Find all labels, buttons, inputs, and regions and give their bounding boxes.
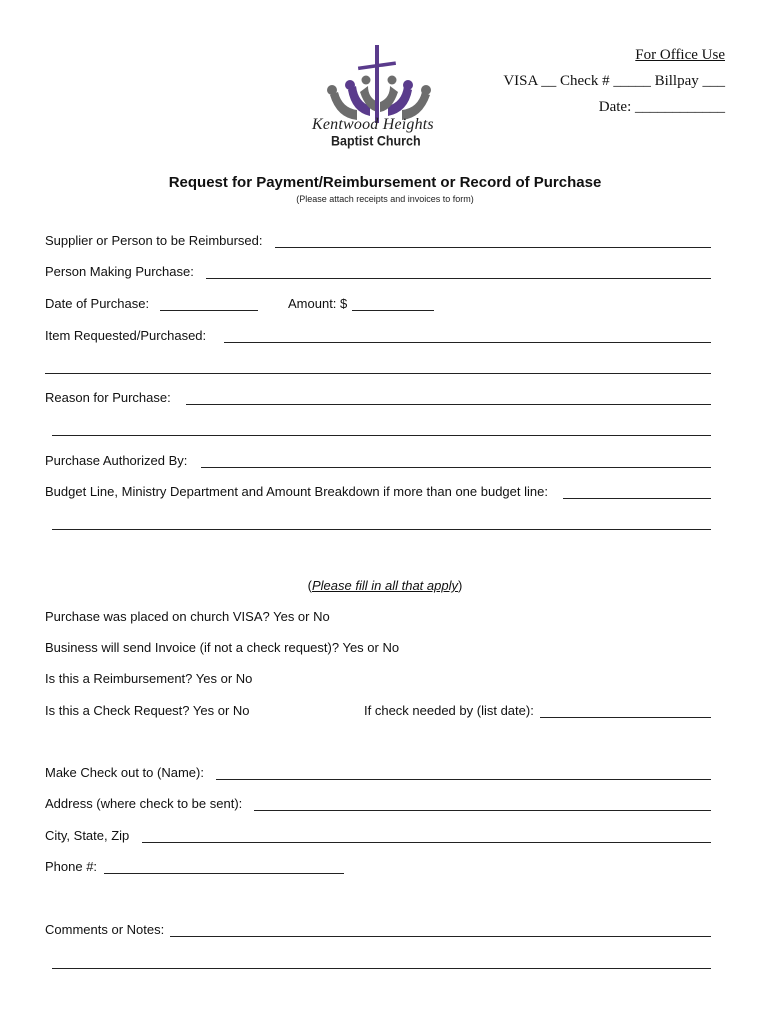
budget-line-field[interactable] — [563, 498, 711, 499]
authorized-by-label: Purchase Authorized By: — [45, 453, 188, 468]
item-requested-field[interactable] — [224, 342, 711, 343]
logo-church-name-bold: Baptist Church — [331, 133, 421, 149]
supplier-label: Supplier or Person to be Reimbursed: — [45, 233, 263, 248]
office-use-title: For Office Use — [635, 47, 725, 63]
fill-note-open: ( — [307, 578, 312, 593]
fill-note-close: ) — [457, 578, 463, 593]
address-label: Address (where check to be sent): — [45, 796, 243, 811]
comments-field[interactable] — [170, 936, 711, 937]
reason-field[interactable] — [186, 404, 711, 405]
item-requested-field-line2[interactable] — [45, 373, 711, 374]
budget-line-label: Budget Line, Ministry Department and Amount Breakdown if more than one budget line: — [45, 484, 548, 499]
person-making-purchase-label: Person Making Purchase: — [45, 264, 194, 279]
address-field[interactable] — [254, 810, 711, 811]
date-of-purchase-label: Date of Purchase: — [45, 296, 150, 311]
item-requested-label: Item Requested/Purchased: — [45, 328, 207, 343]
date-of-purchase-field[interactable] — [160, 310, 258, 311]
supplier-field[interactable] — [275, 247, 711, 248]
make-check-field[interactable] — [216, 779, 711, 780]
check-request-question[interactable]: Is this a Check Request? Yes or No — [45, 703, 250, 718]
office-use-payment-line: VISA __ Check # _____ Billpay ___ — [503, 73, 725, 89]
authorized-by-field[interactable] — [201, 467, 711, 468]
city-state-zip-field[interactable] — [142, 842, 711, 843]
fill-note-text: Please fill in all that apply — [312, 578, 458, 593]
make-check-label: Make Check out to (Name): — [45, 765, 204, 780]
amount-field[interactable] — [352, 310, 434, 311]
comments-field-line2[interactable] — [52, 968, 711, 969]
phone-field[interactable] — [104, 873, 344, 874]
comments-label: Comments or Notes: — [45, 922, 165, 937]
reason-label: Reason for Purchase: — [45, 390, 171, 405]
budget-line-field-line2[interactable] — [52, 529, 711, 530]
city-state-zip-label: City, State, Zip — [45, 828, 130, 843]
reason-field-line2[interactable] — [52, 435, 711, 436]
reimbursement-question[interactable]: Is this a Reimbursement? Yes or No — [45, 671, 253, 686]
logo-church-name-script: Kentwood Heights — [312, 116, 434, 133]
office-use-date-line: Date: ____________ — [598, 99, 725, 115]
phone-label: Phone #: — [45, 859, 98, 874]
visa-question[interactable]: Purchase was placed on church VISA? Yes or No — [45, 609, 330, 624]
amount-label: Amount: $ — [288, 296, 348, 311]
check-date-field[interactable] — [540, 717, 711, 718]
check-date-label: If check needed by (list date): — [364, 703, 534, 718]
form-subtitle: (Please attach receipts and invoices to form) — [296, 194, 474, 204]
person-making-purchase-field[interactable] — [206, 278, 711, 279]
invoice-question[interactable]: Business will send Invoice (if not a check request)? Yes or No — [45, 640, 400, 655]
fill-note — [0, 578, 770, 593]
form-title: Request for Payment/Reimbursement or Record of Purchase — [168, 174, 602, 191]
